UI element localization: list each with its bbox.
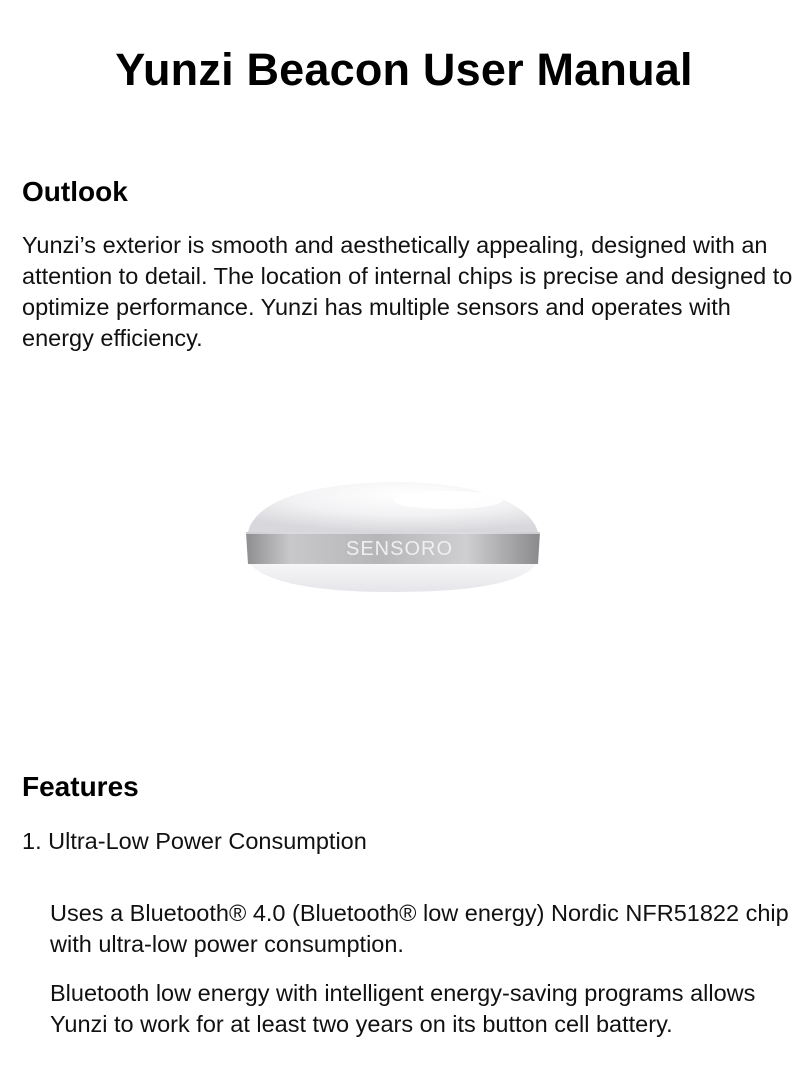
beacon-bottom-shell <box>250 564 536 592</box>
feature-item-title: 1. Ultra-Low Power Consumption <box>22 828 367 854</box>
yunzi-beacon-image <box>238 470 548 600</box>
feature-paragraph: Uses a Bluetooth® 4.0 (Bluetooth® low energy) Nordic NFR51822 chip with ultra-low power consumption. <box>50 900 789 957</box>
beacon-illustration <box>238 470 548 600</box>
outlook-paragraph: Yunzi’s exterior is smooth and aesthetically appealing, designed with an attention to detail. The location of internal chips is precise and designed to optimize performance. Yunzi has multiple sensors and operates with energy efficiency. <box>22 232 793 351</box>
outlook-heading: Outlook <box>22 176 128 207</box>
features-heading: Features <box>22 771 139 802</box>
feature-paragraph: Bluetooth low energy with intelligent energy-saving programs allows Yunzi to work for at least two years on its button cell battery. <box>50 980 756 1037</box>
beacon-highlight <box>393 491 503 509</box>
beacon-brand-label: SENSORO <box>346 538 454 560</box>
document-title: Yunzi Beacon User Manual <box>115 44 693 95</box>
beacon-top-shell <box>248 482 538 532</box>
